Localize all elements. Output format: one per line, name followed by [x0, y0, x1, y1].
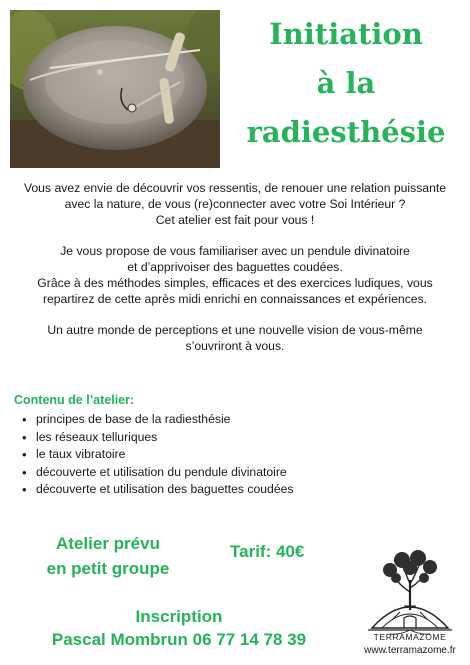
- website-link[interactable]: www.terramazome.fr: [364, 645, 456, 656]
- title-line-3: radiesthésie: [246, 115, 446, 149]
- list-item: • découverte et utilisation des baguettes coudées: [22, 481, 293, 499]
- list-item: • découverte et utilisation du pendule divinatoire: [22, 464, 293, 482]
- intro-line: Grâce à des méthodes simples, efficaces et des exercices ludiques, vous: [37, 275, 433, 290]
- title-line-2: à la: [316, 66, 376, 100]
- list-item: • les réseaux telluriques: [22, 429, 293, 447]
- intro-line: avec la nature, de vous (re)connecter avec votre Soi Intérieur ?: [64, 196, 406, 211]
- header-photo: [10, 10, 220, 168]
- intro-line: repartirez de cette après midi enrichi en connaissances et expériences.: [42, 291, 428, 306]
- brand-name: TERRAMAZOME: [373, 632, 447, 642]
- intro-paragraph-3: [14, 323, 456, 355]
- format-line-2: en petit groupe: [46, 559, 170, 578]
- intro-paragraph-1: [14, 181, 456, 228]
- price-label: Tarif: 40€: [230, 542, 305, 561]
- stone-dowsing-photo: [10, 10, 220, 168]
- format-line-1: Atelier prévu: [56, 534, 160, 553]
- intro-line: et d’apprivoiser des baguettes coudées.: [127, 259, 343, 274]
- contents-heading: Contenu de l’atelier:: [14, 393, 135, 407]
- intro-text: [14, 181, 456, 371]
- intro-line: Cet atelier est fait pour vous !: [155, 212, 315, 227]
- intro-line: Un autre monde de perceptions et une nouvelle vision de vous-même: [47, 323, 423, 338]
- list-item: • le taux vibratoire: [22, 446, 293, 464]
- intro-line: Vous avez envie de découvrir vos ressentis, de renouer une relation puissante: [23, 181, 447, 195]
- intro-line: s’ouvriront à vous.: [185, 338, 285, 353]
- intro-paragraph-2: [14, 244, 456, 307]
- terramazome-logo: [360, 540, 460, 640]
- contents-list: [22, 411, 293, 499]
- title-line-1: Initiation: [269, 17, 423, 51]
- intro-line: Je vous propose de vous familiariser avec un pendule divinatoire: [60, 244, 410, 259]
- inscription-label: Inscription: [135, 607, 223, 626]
- group-format: [14, 531, 202, 581]
- contact-phone: Pascal Mombrun 06 77 14 78 39: [51, 630, 307, 649]
- list-item: • principes de base de la radiesthésie: [22, 411, 293, 429]
- main-title: [232, 10, 460, 157]
- tree-dome-logo-icon: [360, 540, 460, 640]
